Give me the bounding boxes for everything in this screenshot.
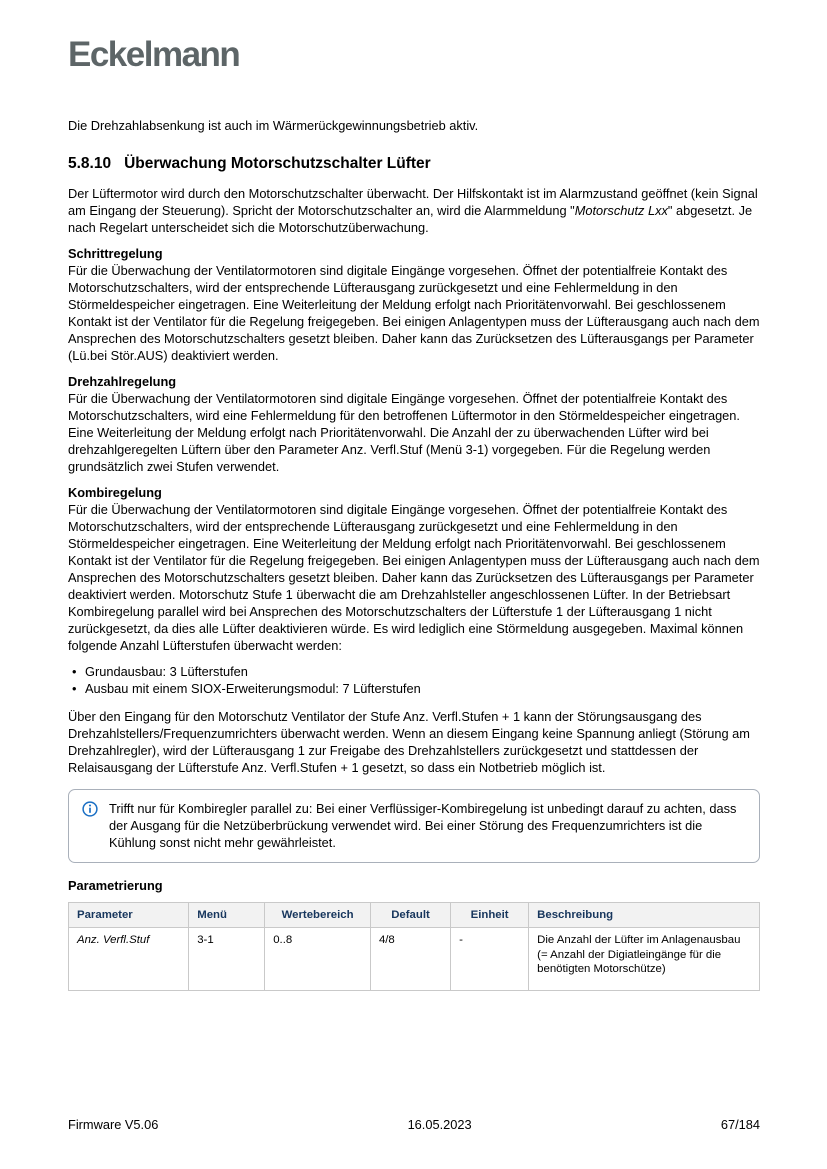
subsection-title: Drehzahlregelung [68, 373, 177, 389]
alarm-message-name: Motorschutz Lxx [574, 202, 668, 218]
col-header-default: Default [370, 902, 450, 928]
section-title: Überwachung Motorschutzschalter Lüfter [124, 155, 431, 172]
cell-beschreibung: Die Anzahl der Lüfter im Anlagenausbau (= Anzahl der Digiatleingänge für die benötigten Motorschütze) [529, 928, 760, 991]
footer-firmware-version: Firmware V5.06 [68, 1117, 159, 1132]
subsection-title: Kombiregelung [68, 484, 162, 500]
section-heading [68, 155, 760, 174]
intro-line: Die Drehzahlabsenkung ist auch im Wärmerückgewinnungsbetrieb aktiv. [68, 118, 479, 133]
page-content [68, 0, 760, 991]
subsection-text: Für die Überwachung der Ventilatormotoren sind digitale Eingänge vorgesehen. Öffnet der potentialfreie Kontakt des Motorschutzschalters, wird eine Fehlermeldung für den betroffenen Lüftermotor in den Störmeldespeicher eingetragen. Eine Weiterleitung der Meldung erfolgt nach Prioritätenvorwahl. Die Anzahl der zu überwachenden Lüfter wird bei drehzahlgeregelten Lüftern über den Parameter Anz. Verfl.Stuf (Menü 3-1) vorgegeben. Für die Regelung werden grundsätzlich zwei Stufen verwendet. [68, 390, 740, 474]
intro-paragraph-text: Der Lüftermotor wird durch den Motorschutzschalter überwacht. Der Hilfskontakt ist im Alarmzustand geöffnet (kein Signal am Eingang der Steuerung). Spricht der Motorschutzschalter an, wird die Alarmmeldung " [68, 185, 758, 218]
subsection-title: Schrittregelung [68, 245, 163, 261]
footer-page-number: 67/184 [720, 1117, 760, 1132]
info-note-text: Trifft nur für Kombiregler parallel zu: Bei einer Verflüssiger-Kombiregelung ist unbedingt darauf zu achten, dass der Ausgang für die Netzüberbrückung verwendet wird. Bei einer Störung des Frequenzumrichters ist die Kühlung sonst nicht mehr gewährleistet. [109, 800, 737, 850]
parametrierung-heading: Parametrierung [68, 877, 163, 893]
col-header-einheit: Einheit [451, 902, 529, 928]
cell-menu: 3-1 [189, 928, 265, 991]
info-icon [82, 800, 98, 851]
table-header-row [69, 902, 760, 928]
cell-default: 4/8 [370, 928, 450, 991]
page-footer [68, 1117, 760, 1132]
list-item: • Grundausbau: 3 Lüfterstufen [70, 663, 760, 680]
luefterstufen-bullet-list [70, 663, 760, 697]
subsection-kombiregelung [68, 484, 760, 654]
eckelmann-logo: Eckelmann [68, 35, 240, 74]
cell-parameter: Anz. Verfl.Stuf [69, 928, 189, 991]
cell-einheit: - [451, 928, 529, 991]
footer-date: 16.05.2023 [407, 1117, 472, 1132]
col-header-wertebereich: Wertebereich [265, 902, 371, 928]
subsection-schrittregelung [68, 245, 760, 364]
col-header-parameter: Parameter [69, 902, 189, 928]
col-header-beschreibung: Beschreibung [529, 902, 760, 928]
list-item: • Ausbau mit einem SIOX-Erweiterungsmodul: 7 Lüfterstufen [70, 680, 760, 697]
subsection-drehzahlregelung [68, 373, 760, 475]
cell-wertebereich: 0..8 [265, 928, 371, 991]
table-row [69, 928, 760, 991]
col-header-menu: Menü [189, 902, 265, 928]
intro-paragraph [68, 185, 760, 236]
intro-paragraph-tail: " abgesetzt. Je nach Regelart unterscheidet sich die Motorschutzüberwachung. [68, 202, 753, 235]
subsection-text: Für die Überwachung der Ventilatormotoren sind digitale Eingänge vorgesehen. Öffnet der potentialfreie Kontakt des Motorschutzschalters, wird der entsprechende Lüfterausgang zurückgesetzt und eine Fehlermeldung in den Störmeldespeicher eingetragen. Eine Weiterleitung der Meldung erfolgt nach Prioritätenvorwahl. Bei geschlossenem Kontakt ist der Ventilator für die Regelung freigegeben. Bei einigen Anlagentypen muss der Lüfterausgang auch nach dem Ansprechen des Motorschutzschalters gesetzt bleiben. Daher kann das Zurücksetzen des Lüfterausgangs per Parameter (Lü.bei Stör.AUS) deaktiviert werden. [68, 262, 760, 363]
subsection-text: Für die Überwachung der Ventilatormotoren sind digitale Eingänge vorgesehen. Öffnet der potentialfreie Kontakt des Motorschutzschalters, wird der entsprechende Lüfterausgang zurückgesetzt und eine Fehlermeldung in den Störmeldespeicher eingetragen. Eine Weiterleitung der Meldung erfolgt nach Prioritätenvorwahl. Bei geschlossenem Kontakt ist der Ventilator für die Regelung freigegeben. Bei einigen Anlagentypen muss der Lüfterausgang auch nach dem Ansprechen des Motorschutzschalters gesetzt bleiben. Daher kann das Zurücksetzen des Lüfterausgangs per Parameter deaktiviert werden. Motorschutz Stufe 1 überwacht die am Drehzahlsteller angeschlossenen Lüfter. In der Betriebsart Kombiregelung parallel wird bei Ansprechen des Motorschutzschalters der Lüfterstufe 1 der Lüfterausgang 1 nicht zurückgesetzt, da dies alle Lüfter deaktivieren würde. Es wird lediglich eine Störmeldung ausgegeben. Maximal können folgende Anzahl Lüfterstufen überwacht werden: [68, 501, 760, 653]
info-note-box [68, 789, 760, 863]
section-number: 5.8.10 [68, 155, 112, 172]
notbetrieb-paragraph: Über den Eingang für den Motorschutz Ventilator der Stufe Anz. Verfl.Stufen + 1 kann der Störungsausgang des Drehzahlstellers/Frequenzumrichters überwacht werden. Wenn an diesem Eingang keine Spannung anliegt (Störung am Drehzahlregler), wird der Lüfterausgang 1 zur Freigabe des Drehzahlstellers zurückgesetzt und stattdessen der Relaisausgang der Lüfterstufe Anz. Verfl.Stufen + 1 gesetzt, so dass ein Notbetrieb möglich ist. [68, 708, 750, 775]
parameter-table [68, 902, 760, 991]
